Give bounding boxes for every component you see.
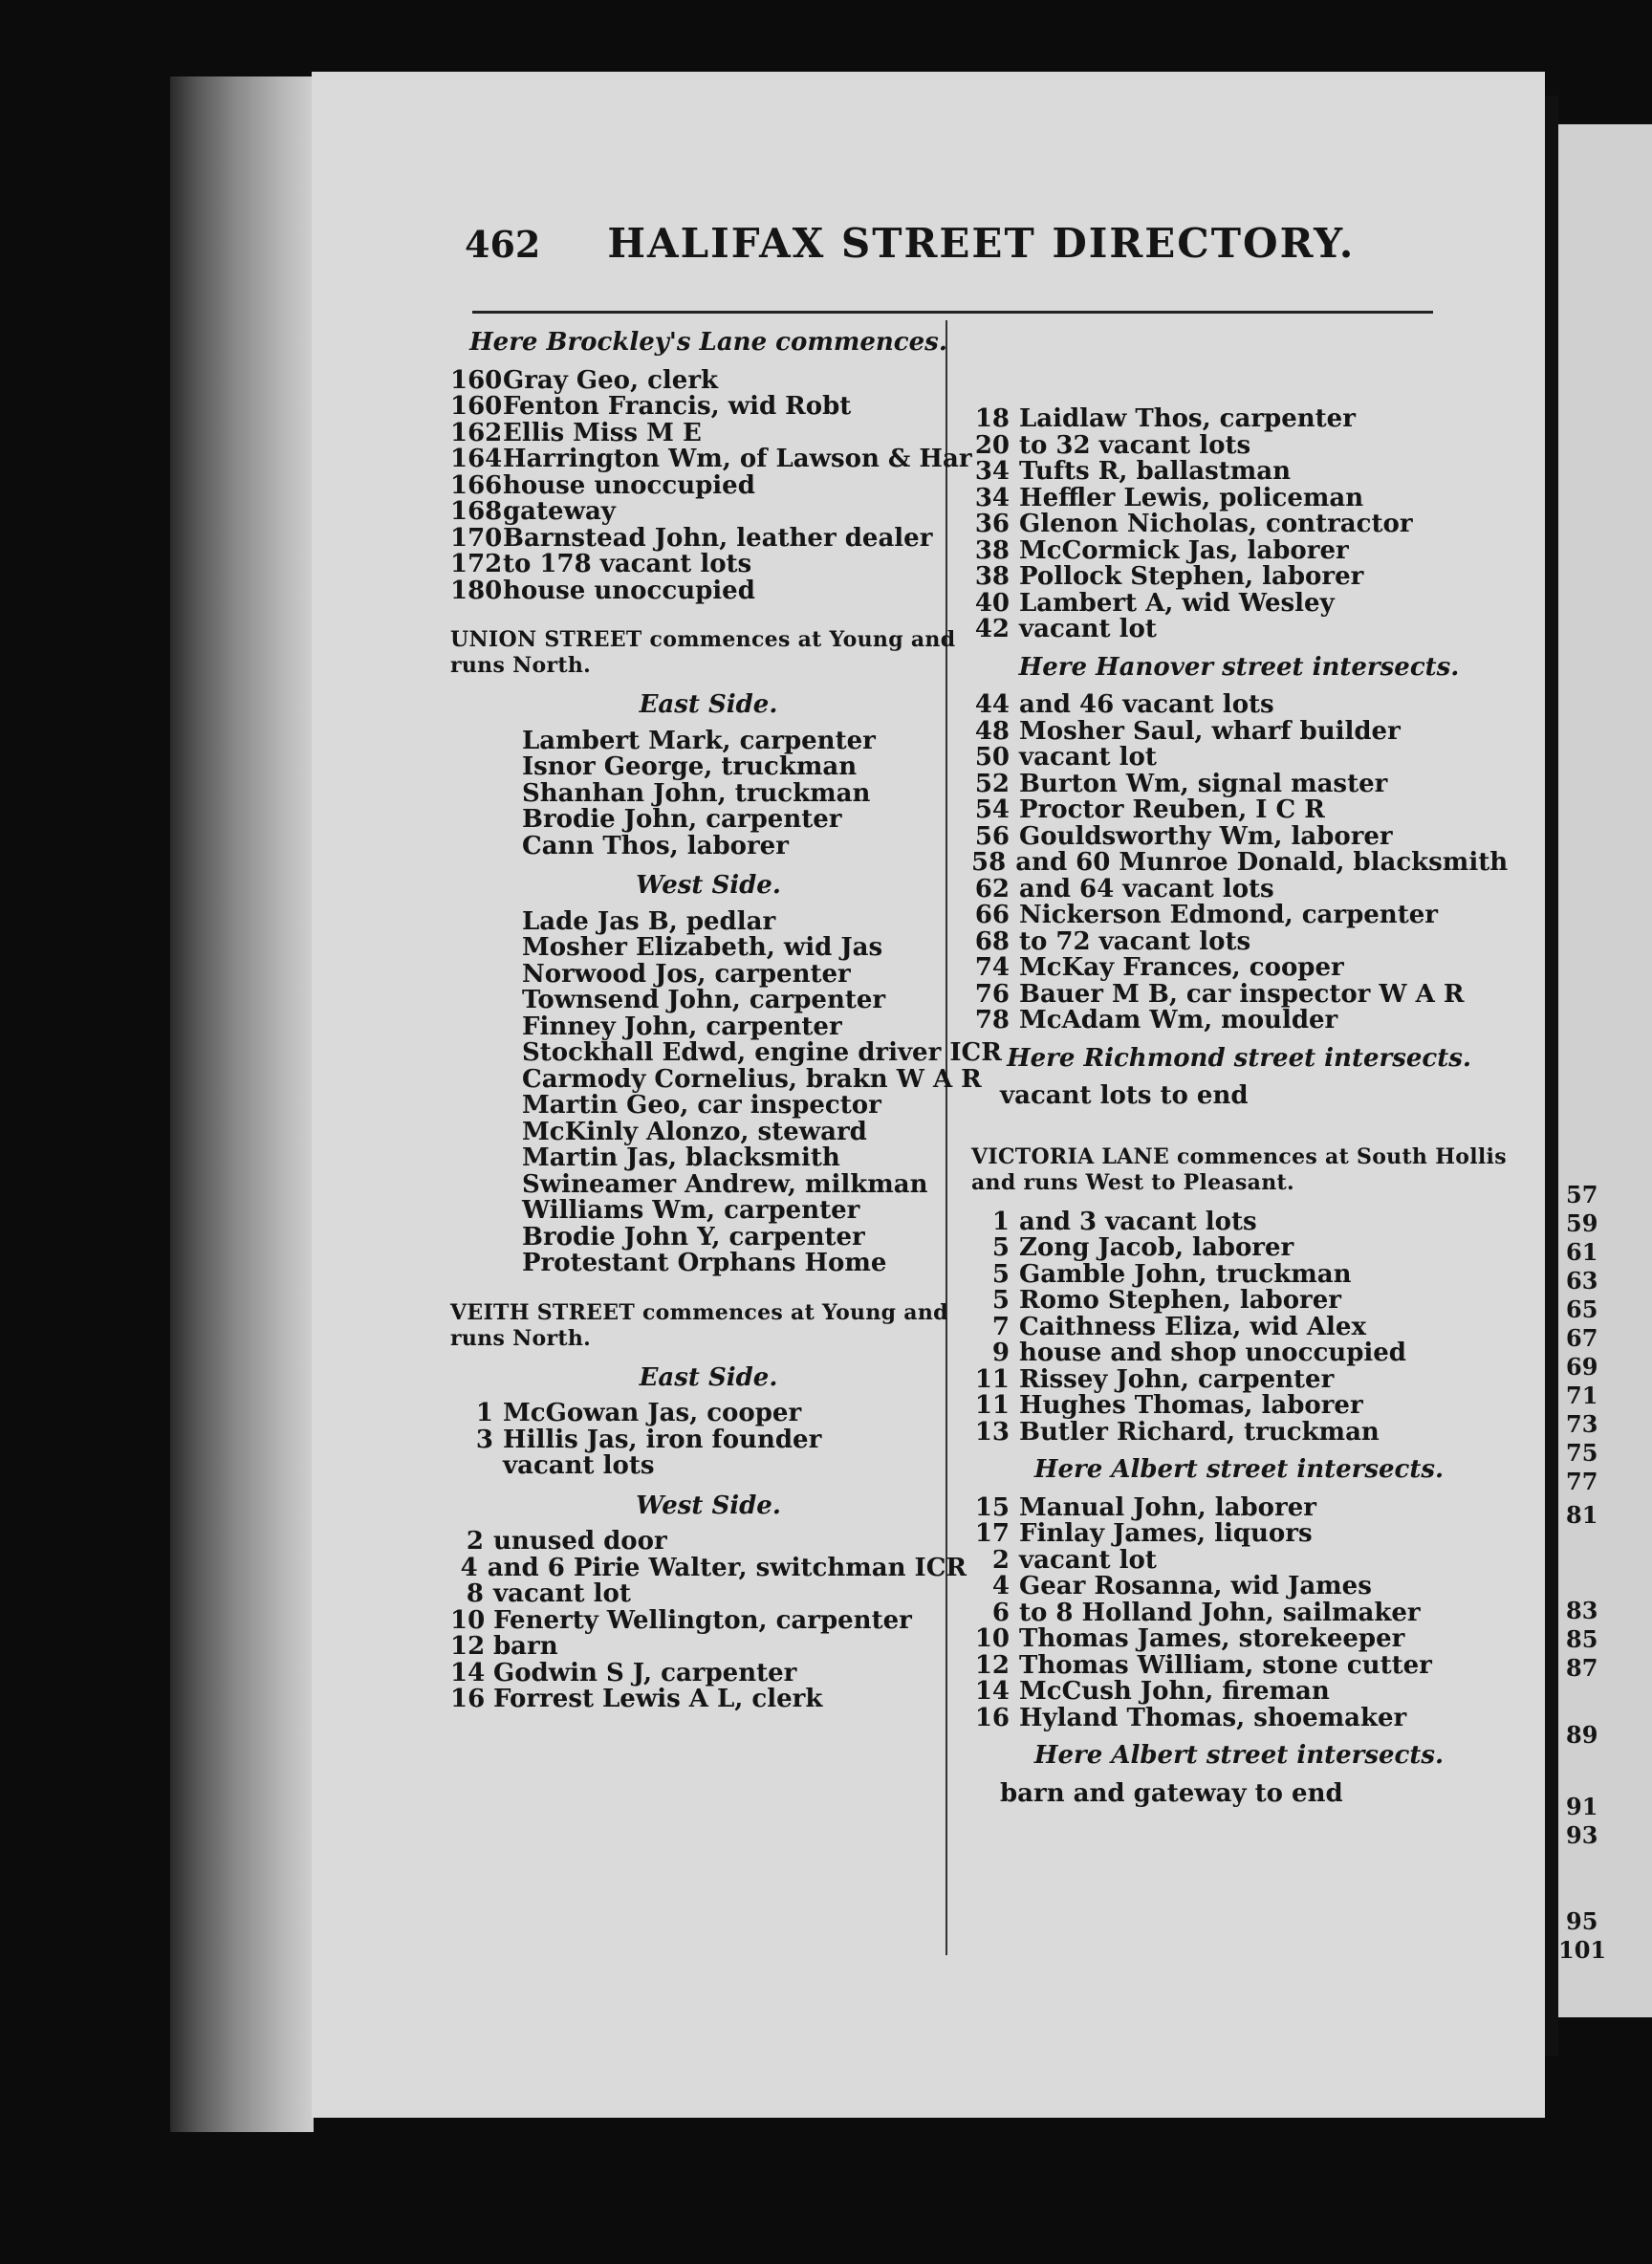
entry-text: Pollock Stephen, laborer — [1019, 562, 1364, 591]
list-item — [450, 1581, 967, 1608]
list-item — [450, 1401, 967, 1427]
albert-intersects-1: Here Albert street intersects. — [1033, 1455, 1445, 1484]
house-number: 58 — [971, 848, 1007, 877]
house-number: 54 — [974, 795, 1010, 824]
house-number: 14 — [974, 1677, 1010, 1706]
house-number: 1 — [991, 1207, 1010, 1236]
list-item — [450, 1529, 967, 1556]
list-item: Lade Jas B, pedlar — [522, 906, 776, 936]
entry-text: Hughes Thomas, laborer — [1019, 1391, 1363, 1420]
house-number: 2 — [991, 1545, 1010, 1575]
list-item — [971, 1545, 1507, 1575]
page-header — [465, 220, 1583, 267]
entry-text: and 64 vacant lots — [1019, 874, 1274, 903]
entry-text: McCormick Jas, laborer — [1019, 535, 1349, 565]
list-item: Carmody Cornelius, brakn W A R — [522, 1064, 982, 1094]
house-number: 4 — [460, 1553, 478, 1582]
list-item: Finney John, carpenter — [522, 1012, 842, 1041]
list-item — [971, 1417, 1507, 1447]
entry-text: Fenton Francis, wid Robt — [503, 392, 852, 421]
entry-text: to 178 vacant lots — [503, 550, 752, 578]
list-item — [971, 1364, 1507, 1394]
richmond-intersects: Here Richmond street intersects. — [1007, 1043, 1471, 1073]
list-item: Stockhall Edwd, engine driver ICR — [522, 1038, 1002, 1067]
brockley-entries — [450, 365, 972, 605]
entry-text: Manual John, laborer — [1019, 1492, 1316, 1522]
list-item — [971, 1393, 1507, 1420]
list-item: Swineamer Andrew, milkman — [522, 1169, 928, 1199]
victoria-lane-heading: VICTORIA LANE commences at South Hollis and runs West to Pleasant. — [971, 1143, 1507, 1195]
list-item — [450, 1427, 967, 1454]
albert-intersects-2: Here Albert street intersects. — [1033, 1741, 1445, 1770]
entry-text: Harrington Wm, of Lawson & Har — [503, 445, 972, 473]
veith-east-entries — [450, 1401, 967, 1480]
list-item: Shanhan John, truckman — [522, 778, 871, 808]
list-item — [971, 926, 1507, 956]
list-item — [971, 979, 1507, 1009]
list-item — [971, 564, 1507, 591]
page-title: HALIFAX STREET DIRECTORY. — [607, 220, 1356, 267]
list-item — [971, 1679, 1507, 1706]
list-item — [450, 365, 967, 395]
list-item — [971, 483, 1507, 512]
union-street-heading: UNION STREET commences at Young and runs North. — [450, 627, 956, 678]
entry-text: and 46 vacant lots — [1019, 690, 1274, 719]
right-column — [971, 406, 1507, 1807]
list-item — [971, 617, 1507, 643]
house-number: 1 — [475, 1399, 493, 1427]
entry-text: vacant lot — [1019, 1545, 1157, 1575]
list-item: Mosher Elizabeth, wid Jas — [522, 933, 883, 962]
entry-text: barn — [493, 1632, 558, 1661]
list-item — [971, 716, 1507, 746]
house-number: 34 — [974, 483, 1010, 512]
house-number: 12 — [450, 1632, 486, 1661]
list-item — [971, 769, 1507, 798]
list-item — [971, 535, 1507, 565]
list-item — [450, 445, 972, 473]
house-number: 42 — [974, 615, 1010, 643]
list-item — [450, 523, 967, 553]
list-item: Brodie John Y, carpenter — [522, 1222, 865, 1252]
entry-text: Gear Rosanna, wid James — [1019, 1572, 1372, 1600]
book-edge — [170, 76, 314, 2132]
entry-text: Gray Geo, clerk — [503, 365, 719, 395]
list-item — [971, 1574, 1507, 1600]
entry-text: Burton Wm, signal master — [1019, 769, 1388, 798]
next-page-number: 73 — [1566, 1410, 1598, 1438]
house-number: 13 — [974, 1417, 1010, 1447]
page-number: 462 — [465, 223, 541, 266]
house-number: 6 — [991, 1598, 1010, 1627]
house-number: 34 — [974, 457, 1010, 486]
next-page-number: 101 — [1558, 1936, 1607, 1964]
list-item — [971, 1235, 1507, 1262]
entry-text: Ellis Miss M E — [503, 418, 702, 447]
entry-text: McAdam Wm, moulder — [1019, 1006, 1338, 1034]
list-item: Brodie John, carpenter — [522, 805, 842, 834]
next-page-number: 77 — [1566, 1468, 1598, 1495]
list-item: Martin Geo, car inspector — [522, 1091, 881, 1120]
list-item — [971, 1209, 1507, 1236]
list-item — [450, 1453, 967, 1480]
veith-west-entries — [450, 1529, 967, 1713]
hanover-entries — [971, 692, 1507, 1034]
entry-text: to 8 Holland John, sailmaker — [1019, 1598, 1421, 1627]
entry-text: gateway — [503, 497, 616, 526]
house-number: 168 — [450, 497, 503, 526]
house-number: 5 — [991, 1233, 1010, 1262]
house-number: 160 — [450, 365, 503, 395]
albert-entries — [971, 1492, 1507, 1732]
list-item — [450, 1634, 967, 1661]
entry-text: Caithness Eliza, wid Alex — [1019, 1312, 1366, 1341]
list-item — [971, 406, 1507, 433]
entry-text: Romo Stephen, laborer — [1019, 1286, 1341, 1315]
list-item — [971, 1259, 1507, 1289]
list-item — [971, 745, 1507, 772]
list-item — [450, 418, 967, 447]
house-number: 10 — [974, 1624, 1010, 1653]
list-item: Protestant Orphans Home — [522, 1249, 887, 1277]
house-number: 11 — [974, 1391, 1010, 1420]
list-item — [971, 1340, 1507, 1367]
list-item — [971, 1703, 1507, 1732]
entry-text: Bauer M B, car inspector W A R — [1019, 979, 1465, 1009]
next-page-number: 89 — [1566, 1721, 1598, 1749]
house-number: 10 — [450, 1605, 486, 1635]
list-item — [450, 1658, 967, 1687]
entry-text: Fenerty Wellington, carpenter — [493, 1605, 912, 1635]
entry-text: Forrest Lewis A L, clerk — [493, 1685, 823, 1713]
list-item — [450, 1605, 967, 1635]
list-item — [971, 903, 1507, 929]
list-item — [971, 1492, 1507, 1522]
house-number: 15 — [974, 1492, 1010, 1522]
house-number: 2 — [466, 1527, 484, 1556]
entry-text: Hillis Jas, iron founder — [503, 1425, 822, 1454]
victoria-entries — [971, 1209, 1507, 1447]
list-item — [971, 850, 1507, 877]
house-number: 162 — [450, 418, 503, 447]
house-number: 9 — [991, 1339, 1010, 1367]
house-number: 164 — [450, 445, 503, 473]
entry-text: Laidlaw Thos, carpenter — [1019, 404, 1356, 433]
entry-text: vacant lot — [493, 1579, 631, 1608]
entry-text: Glenon Nicholas, contractor — [1019, 510, 1413, 538]
next-page-number: 57 — [1566, 1181, 1598, 1208]
list-item: Cann Thos, laborer — [522, 831, 789, 860]
house-number: 48 — [974, 716, 1010, 746]
next-page-number: 81 — [1566, 1501, 1598, 1529]
entry-text: Godwin S J, carpenter — [493, 1658, 797, 1687]
entry-text: Tufts R, ballastman — [1019, 457, 1291, 486]
house-number: 14 — [450, 1658, 486, 1687]
list-item — [971, 459, 1507, 486]
union-east-side-label: East Side. — [639, 690, 778, 719]
next-page-number: 85 — [1566, 1625, 1598, 1653]
house-number: 3 — [475, 1425, 493, 1454]
entry-text: and 6 Pirie Walter, switchman ICR — [487, 1553, 967, 1582]
house-number: 172 — [450, 550, 503, 578]
veith-west-side-label: West Side. — [636, 1491, 781, 1520]
next-page-number: 75 — [1566, 1439, 1598, 1467]
entry-text: Heffler Lewis, policeman — [1019, 483, 1364, 512]
next-page-number: 61 — [1566, 1238, 1598, 1266]
list-item — [971, 1600, 1507, 1627]
house-number: 180 — [450, 576, 503, 605]
house-number — [450, 1453, 503, 1480]
house-number: 62 — [974, 874, 1010, 903]
house-number: 8 — [466, 1579, 484, 1608]
entry-text: Finlay James, liquors — [1019, 1519, 1313, 1548]
directory-page — [312, 72, 1545, 2118]
list-item — [971, 1521, 1507, 1548]
list-item — [971, 1288, 1507, 1315]
list-item — [971, 588, 1507, 618]
top-entries — [971, 406, 1507, 643]
list-item: Norwood Jos, carpenter — [522, 959, 851, 989]
entry-text: Zong Jacob, laborer — [1019, 1233, 1294, 1262]
house-number: 44 — [974, 690, 1010, 719]
entry-text: house unoccupied — [503, 576, 755, 605]
entry-text: house and shop unoccupied — [1019, 1339, 1406, 1367]
veith-east-side-label: East Side. — [639, 1362, 778, 1392]
house-number: 160 — [450, 392, 503, 421]
house-number: 170 — [450, 523, 503, 553]
union-east-entries — [450, 726, 967, 860]
entry-text: McCush John, fireman — [1019, 1677, 1330, 1706]
house-number: 74 — [974, 953, 1010, 982]
list-item: Martin Jas, blacksmith — [522, 1143, 840, 1172]
list-item — [971, 430, 1507, 460]
house-number: 56 — [974, 821, 1010, 851]
entry-text: Gouldsworthy Wm, laborer — [1019, 821, 1393, 851]
next-page-number: 93 — [1566, 1821, 1598, 1849]
entry-text: house unoccupied — [503, 470, 755, 500]
entry-text: Thomas James, storekeeper — [1019, 1624, 1405, 1653]
house-number: 18 — [974, 404, 1010, 433]
header-rule — [472, 311, 1433, 314]
entry-text: vacant lot — [1019, 743, 1157, 772]
list-item: Isnor George, truckman — [522, 752, 858, 781]
brockley-heading: Here Brockley's Lane commences. — [469, 328, 947, 357]
entry-text: Hyland Thomas, shoemaker — [1019, 1703, 1407, 1732]
next-page-number: 71 — [1566, 1382, 1598, 1409]
house-number: 16 — [450, 1685, 486, 1713]
house-number: 4 — [991, 1572, 1010, 1600]
next-page-number: 91 — [1566, 1793, 1598, 1820]
entry-text: Mosher Saul, wharf builder — [1019, 716, 1401, 746]
entry-text: to 72 vacant lots — [1019, 926, 1251, 956]
hanover-intersects: Here Hanover street intersects. — [1018, 652, 1460, 682]
entry-text: and 60 Munroe Donald, blacksmith — [1015, 848, 1509, 877]
list-item: Lambert Mark, carpenter — [522, 726, 876, 755]
list-item: Townsend John, carpenter — [522, 986, 886, 1014]
entry-text: McKay Frances, cooper — [1019, 953, 1344, 982]
house-number: 40 — [974, 588, 1010, 618]
entry-text: vacant lot — [1019, 615, 1157, 643]
house-number: 166 — [450, 470, 503, 500]
list-item — [971, 874, 1507, 903]
house-number: 20 — [974, 430, 1010, 460]
house-number: 7 — [991, 1312, 1010, 1341]
list-item — [450, 499, 967, 526]
house-number: 76 — [974, 979, 1010, 1009]
house-number: 38 — [974, 562, 1010, 591]
list-item — [450, 1687, 967, 1713]
entry-text: Rissey John, carpenter — [1019, 1364, 1335, 1394]
next-page-number: 69 — [1566, 1353, 1598, 1381]
list-item — [971, 512, 1507, 538]
entry-text: Butler Richard, truckman — [1019, 1417, 1380, 1447]
house-number: 50 — [974, 743, 1010, 772]
list-item — [971, 797, 1507, 824]
entry-text: Proctor Reuben, I C R — [1019, 795, 1325, 824]
next-page-number: 95 — [1566, 1907, 1598, 1935]
entry-text: to 32 vacant lots — [1019, 430, 1251, 460]
next-page-number: 65 — [1566, 1295, 1598, 1323]
list-item — [971, 1650, 1507, 1680]
house-number: 11 — [974, 1364, 1010, 1394]
next-page-number: 67 — [1566, 1324, 1598, 1352]
entry-text: Barnstead John, leather dealer — [503, 523, 933, 553]
entry-text: Gamble John, truckman — [1019, 1259, 1352, 1289]
list-item — [450, 394, 967, 421]
albert-end: barn and gateway to end — [1000, 1778, 1343, 1808]
list-item — [450, 578, 967, 605]
richmond-end: vacant lots to end — [1000, 1081, 1249, 1110]
next-page-number: 63 — [1566, 1267, 1598, 1295]
house-number: 36 — [974, 510, 1010, 538]
house-number: 68 — [974, 926, 1010, 956]
veith-street-heading: VEITH STREET commences at Young and runs North. — [450, 1299, 948, 1351]
next-page-number: 87 — [1566, 1654, 1598, 1682]
list-item — [971, 1626, 1507, 1653]
house-number: 17 — [974, 1519, 1010, 1548]
entry-text: McGowan Jas, cooper — [503, 1399, 802, 1427]
list-item: Williams Wm, carpenter — [522, 1196, 860, 1225]
entry-text: unused door — [493, 1527, 667, 1556]
house-number: 5 — [991, 1259, 1010, 1289]
list-item — [450, 552, 967, 578]
entry-text: Thomas William, stone cutter — [1019, 1650, 1432, 1680]
house-number: 5 — [991, 1286, 1010, 1315]
list-item — [971, 955, 1507, 982]
entry-text: and 3 vacant lots — [1019, 1207, 1257, 1236]
entry-text: Nickerson Edmond, carpenter — [1019, 901, 1438, 929]
house-number: 78 — [974, 1006, 1010, 1034]
entry-text: vacant lots — [503, 1451, 655, 1480]
union-west-side-label: West Side. — [636, 871, 781, 900]
list-item — [971, 821, 1507, 851]
list-item: McKinly Alonzo, steward — [522, 1117, 867, 1146]
list-item — [971, 1008, 1507, 1034]
house-number: 52 — [974, 769, 1010, 798]
house-number: 12 — [974, 1650, 1010, 1680]
house-number: 38 — [974, 535, 1010, 565]
next-page-number: 83 — [1566, 1597, 1598, 1624]
house-number: 66 — [974, 901, 1010, 929]
list-item — [971, 692, 1507, 719]
list-item — [450, 1553, 967, 1582]
list-item — [971, 1312, 1507, 1341]
house-number: 16 — [974, 1703, 1010, 1732]
next-page-edge — [1558, 124, 1652, 2017]
list-item — [450, 470, 967, 500]
entry-text: Lambert A, wid Wesley — [1019, 588, 1335, 618]
next-page-number: 59 — [1566, 1209, 1598, 1237]
